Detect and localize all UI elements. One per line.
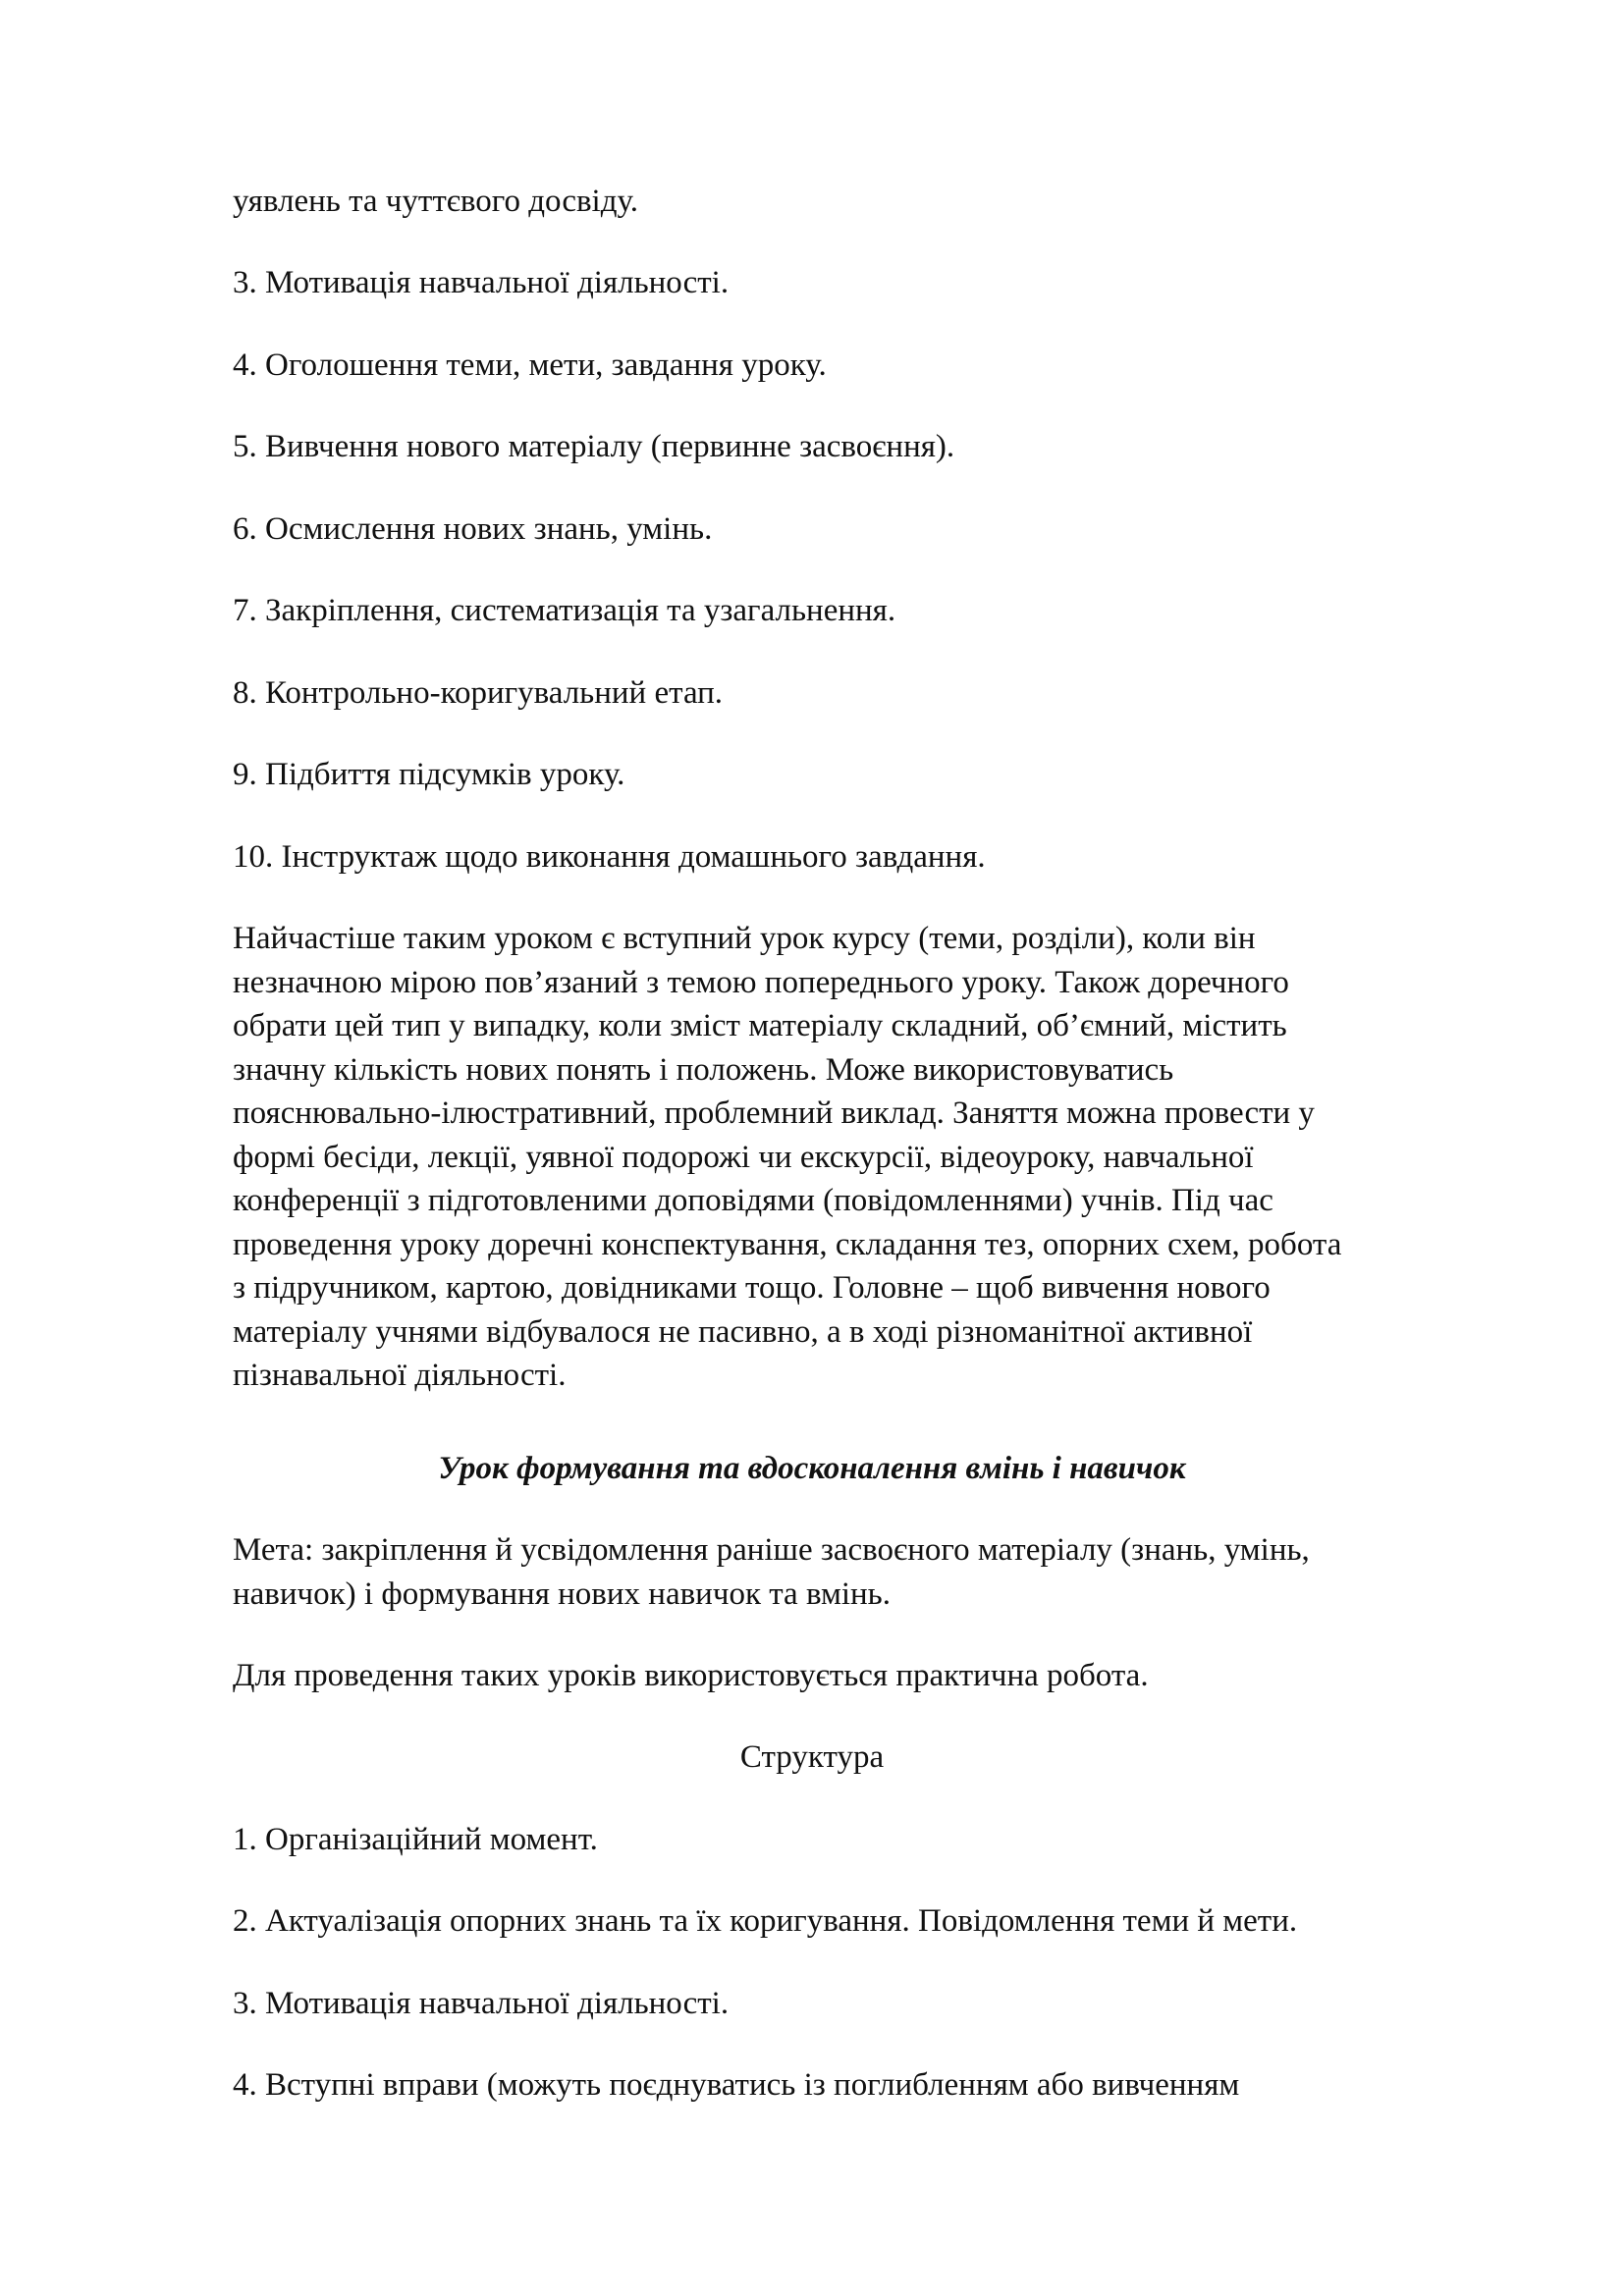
paragraph-line: навичок) і формування нових навичок та вмінь. xyxy=(233,1575,891,1612)
paragraph-line: з підручником, картою, довідниками тощо. Головне – щоб вивчення нового xyxy=(233,1270,1271,1306)
list-item: 4. Вступні вправи (можуть поєднуватись із поглибленням або вивченням xyxy=(233,2067,1240,2103)
list-item: 6. Осмислення нових знань, умінь. xyxy=(233,511,713,547)
paragraph-line: матеріалу учнями відбувалося не пасивно, а в ході різноманітної активної xyxy=(233,1313,1253,1350)
paragraph-line: незначною мірою пов’язаний з темою попереднього уроку. Також доречного xyxy=(233,964,1289,1000)
paragraph-line: Найчастіше таким уроком є вступний урок курсу (теми, розділи), коли він xyxy=(233,921,1256,956)
goal-paragraph xyxy=(233,1528,1548,1616)
list-item: 2. Актуалізація опорних знань та їх коригування. Повідомлення теми й мети. xyxy=(233,1903,1298,1939)
list-item: 7. Закріплення, систематизація та узагальнення. xyxy=(233,593,896,628)
list-item: 8. Контрольно-коригувальний етап. xyxy=(233,675,724,711)
list-item: 3. Мотивація навчальної діяльності. xyxy=(233,1986,730,2021)
body-paragraph xyxy=(233,917,1548,1398)
practical-note: Для проведення таких уроків використовується практична робота. xyxy=(233,1658,1149,1693)
paragraph-line: проведення уроку доречні конспектування, складання тез, опорних схем, робота xyxy=(233,1226,1342,1262)
paragraph-line: пояснювально-ілюстративний, проблемний виклад. Заняття можна провести у xyxy=(233,1095,1315,1131)
section-heading: Урок формування та вдосконалення вмінь і навичок xyxy=(438,1451,1186,1486)
structure-title: Структура xyxy=(739,1739,885,1775)
paragraph-line: пізнавальної діяльності. xyxy=(233,1358,567,1393)
paragraph-line: Мета: закріплення й усвідомлення раніше засвоєного матеріалу (знань, умінь, xyxy=(233,1532,1310,1568)
paragraph-line: значну кількість нових понять і положень. Може використовуватись xyxy=(233,1051,1174,1088)
paragraph-line: обрати цей тип у випадку, коли зміст матеріалу складний, об’ємний, містить xyxy=(233,1008,1287,1043)
paragraph-line: конференції з підготовленими доповідями (повідомленнями) учнів. Під час xyxy=(233,1183,1273,1218)
paragraph-line: формі бесіди, лекції, уявної подорожі чи екскурсії, відеоуроку, навчальної xyxy=(233,1139,1254,1175)
list-item: 1. Організаційний момент. xyxy=(233,1822,598,1857)
list-item: 9. Підбиття підсумків уроку. xyxy=(233,757,625,792)
list-item: 3. Мотивація навчальної діяльності. xyxy=(233,265,730,300)
list-item: 5. Вивчення нового матеріалу (первинне засвоєння). xyxy=(233,429,955,464)
list-item: 10. Інструктаж щодо виконання домашнього завдання. xyxy=(233,839,986,875)
list-item: 4. Оголошення теми, мети, завдання уроку. xyxy=(233,347,827,383)
text-fragment-top: уявлень та чуттєвого досвіду. xyxy=(233,184,638,219)
